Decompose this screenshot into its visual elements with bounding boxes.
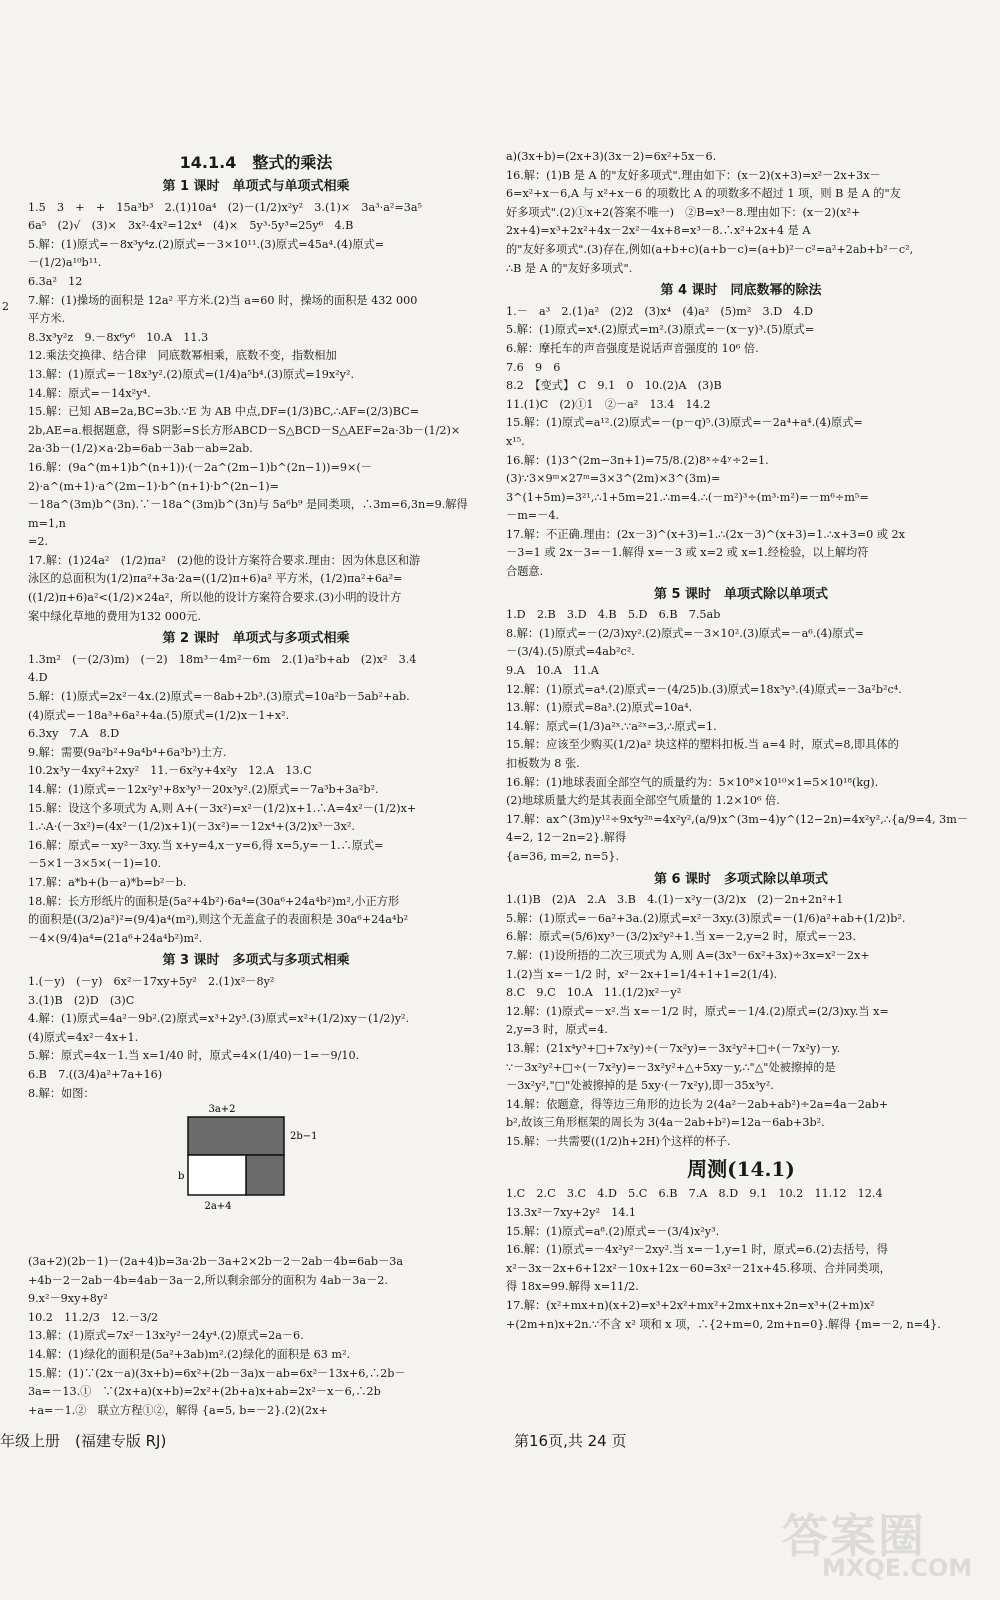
- answer-line: 9.x²－9xy+8y²: [28, 1292, 108, 1306]
- answer-line: 15.解：(1)原式=a⁸.(2)原式=－(3/4)x²y³.: [506, 1224, 720, 1238]
- answer-line: 5.解：(1)原式=－6a²+3a.(2)原式=x²－3xy.(3)原式=－(1/6)a²+ab+(1/2)b².: [506, 911, 906, 925]
- margin-mark: 2: [2, 300, 9, 313]
- lesson-heading: 第 1 课时 单项式与单项式相乘: [162, 179, 350, 194]
- answer-line: 16.解：原式=－xy²－3xy.当 x+y=4,x－y=6,得 x=5,y=－1.∴原式=: [28, 838, 384, 852]
- answer-line: 12.解：(1)原式=－x².当 x=－1/2 时，原式=－1/4.(2)原式=(2/3)xy.当 x=: [506, 1004, 889, 1018]
- answer-line: 17.解：ax^(3m)y¹²÷9x⁴y²ⁿ=4x²y²,(a/9)x^(3m−4)y^(12−2n)=4x²y²,∴{a/9=4, 3m－4=2, 12－2n=2}.解得: [506, 812, 969, 845]
- lesson-answers: [506, 303, 976, 582]
- answer-line: 1.(1)B (2)A 2.A 3.B 4.(1)－x²y－(3/2)x (2)－2n+2n²+1: [506, 893, 844, 907]
- answer-line: 13.解：(21x⁴y³+□+7x²y)÷(－7x²y)=－3x²y²+□÷(－7x²y)－y.: [506, 1041, 841, 1055]
- answer-line: 1.D 2.B 3.D 4.B 5.D 6.B 7.5ab: [506, 608, 721, 622]
- answer-line: =2.: [28, 535, 49, 549]
- diagram-bottom-label: 2a+4: [204, 1201, 232, 1213]
- answer-line: +(2m+n)x+2n.∵不含 x² 项和 x 项，∴{2+m=0, 2m+n=0}.解得 {m=－2, n=4}.: [506, 1317, 941, 1331]
- answer-line: －(3/4).(5)原式=4ab²c².: [506, 645, 635, 659]
- answer-line: 1.5 3 + + 15a³b³ 2.(1)10a⁴ (2)－(1/2)x²y² 3.(1)× 3a³·a²=3a⁵: [28, 200, 422, 214]
- shaded-top: [188, 1117, 284, 1155]
- answer-line: 1.C 2.C 3.C 4.D 5.C 6.B 7.A 8.D 9.1 10.2 11.12 12.4: [506, 1187, 883, 1201]
- answer-line: 14.解：原式=－14x²y⁴.: [28, 386, 151, 400]
- diagram-top-label: 3a+2: [208, 1104, 236, 1116]
- answer-line: 5.解：原式=4x－1.当 x=1/40 时，原式=4×(1/40)－1=－9/10.: [28, 1049, 360, 1063]
- answer-line: 平方米.: [28, 312, 66, 326]
- answer-line: 6.3xy 7.A 8.D: [28, 727, 120, 741]
- answer-line: (2)地球质量大约是其表面全部空气质量的 1.2×10⁶ 倍.: [506, 794, 780, 808]
- lesson-answers-continued: [28, 1253, 484, 1420]
- area-diagram: [28, 1103, 484, 1253]
- answer-line: x¹⁵.: [506, 434, 525, 448]
- answer-line: 2b,AE=a.根据题意，得 S阴影=S长方形ABCD－S△BCD－S△AEF=2a·3b－(1/2)×: [28, 423, 461, 437]
- answer-line: 的"友好多项式".(3)存在,例如(a+b+c)(a+b－c)=(a+b)²－c²=a²+2ab+b²－c²,: [506, 242, 914, 256]
- answer-line: 5.解：(1)原式=x⁴.(2)原式=m².(3)原式=－(x－y)³.(5)原式=: [506, 323, 815, 337]
- answer-line: 14.解：(1)绿化的面积是(5a²+3ab)m².(2)绿化的面积是 63 m².: [28, 1348, 351, 1362]
- lesson-answers: [506, 606, 976, 866]
- footer-grade: 年级上册 (福建专版 RJ): [0, 1432, 167, 1450]
- diagram-left-label: b: [178, 1171, 185, 1183]
- answer-line: 10.2x³y－4xy²+2xy² 11.－6x²y+4x²y 12.A 13.C: [28, 764, 312, 778]
- answer-line: 9.A 10.A 11.A: [506, 664, 599, 678]
- answer-line: 6=x²+x－6,A 与 x²+x－6 的项数比 A 的项数多不超过 1 项，则 B 是 A 的"友: [506, 187, 901, 201]
- answer-line: 8.解：(1)原式=－(2/3)xy².(2)原式=－3×10².(3)原式=－a⁶.(4)原式=: [506, 626, 864, 640]
- answer-line: 6a⁵ (2)√ (3)× 3x²·4x²=12x⁴ (4)× 5y³·5y³=25y⁶ 4.B: [28, 219, 354, 233]
- answer-line: －18a^(3m)b^(3n).∵－18a^(3m)b^(3n)与 5a⁶b⁹ 是同类项，∴3m=6,3n=9.解得 m=1,n: [28, 498, 468, 530]
- answer-line: 16.解：(9a^(m+1)b^(n+1))·(－2a^(2m−1)b^(2n−1))=9×(－2)·a^(m+1)·a^(2m−1)·b^(n+1)·b^(2n−1)=: [28, 460, 372, 493]
- answer-line: 15.解：设这个多项式为 A,则 A+(－3x²)=x²－(1/2)x+1.∴A=4x²－(1/2)x+: [28, 801, 417, 815]
- answer-line: 13.解：(1)原式=7x²－13x²y²－24y⁴.(2)原式=2a－6.: [28, 1329, 304, 1343]
- diagram-right-label: 2b−1: [290, 1131, 318, 1143]
- answer-line: 14.解：依题意，得等边三角形的边长为 2(4a²－2ab+ab²)÷2a=4a－2ab+: [506, 1097, 889, 1111]
- answer-line: －5×1－3×5×(－1)=10.: [28, 857, 162, 871]
- watermark-title: 答案圈: [782, 1509, 926, 1563]
- answer-line: 8.3x³y²z 9.－8x⁶y⁶ 10.A 11.3: [28, 330, 209, 344]
- area-diagram-figure: [28, 1103, 468, 1253]
- answer-line: －3x²y²,"□"处被擦掉的是 5xy·(－7x²y),即－35x³y².: [506, 1079, 774, 1093]
- answer-line: 3^(1+5m)=3²¹,∴1+5m=21.∴m=4.∴(－m²)³÷(m³·m²)=－m⁶÷m⁵=: [506, 490, 869, 504]
- section-title: 14.1.4 整式的乘法: [179, 153, 333, 172]
- answer-line: {a=36, m=2, n=5}.: [506, 849, 620, 863]
- lesson-answers: [28, 973, 484, 1103]
- answer-line: 4.D: [28, 671, 48, 685]
- continued-answers: [506, 148, 976, 278]
- lesson-answers: [28, 199, 484, 627]
- answer-line: 17.解：不正确.理由：(2x－3)^(x+3)=1.∴(2x－3)^(x+3)=1.∴x+3=0 或 2x: [506, 527, 905, 541]
- answer-line: 好多项式".(2)①x+2(答案不唯一) ②B=x³－8.理由如下：(x－2)(x²+: [506, 205, 861, 219]
- answer-line: －3=1 或 2x－3=－1.解得 x=－3 或 x=2 或 x=1.经检验，以上解均符: [506, 546, 869, 560]
- answer-line: +a=－1.② 联立方程①②，解得 {a=5, b=－2}.(2)(2x+: [28, 1403, 328, 1417]
- answer-line: 案中绿化草地的费用为132 000元.: [28, 609, 201, 623]
- watermark-url: MXQE.COM: [822, 1554, 973, 1582]
- watermark-logo: [782, 1500, 972, 1590]
- answer-line: x²－3x－2x+6+12x²－10x+12x－60=3x²－21x+45.移项、合并同类项，: [506, 1261, 891, 1275]
- answer-line: －4×(9/4)a⁴=(21a⁶+24a⁴b²)m².: [28, 931, 203, 945]
- answer-line: 12.乘法交换律、结合律 同底数幂相乘，底数不变，指数相加: [28, 349, 337, 363]
- answer-line: 泳区的总面积为(1/2)πa²+3a·2a=((1/2)π+6)a² 平方米，(1/2)πa²+6a²=: [28, 572, 403, 586]
- answer-line: 3.(1)B (2)D (3)C: [28, 993, 135, 1007]
- answer-line: 15.解：应该至少购买(1/2)a² 块这样的塑料扣板.当 a=4 时，原式=8,即具体的: [506, 738, 899, 752]
- weekly-test-answers: [506, 1185, 976, 1334]
- answer-line: 12.解：(1)原式=a⁴.(2)原式=－(4/25)b.(3)原式=18x³y³.(4)原式=－3a²b²c⁴.: [506, 682, 902, 696]
- answer-line: 2a·3b－(1/2)×a·2b=6ab－3ab－ab=2ab.: [28, 442, 253, 456]
- page-number: 第16页,共 24 页: [514, 1432, 627, 1450]
- answer-line: 6.3a² 12: [28, 274, 83, 288]
- answer-line: 4.解：(1)原式=4a²－9b².(2)原式=x³+2y³.(3)原式=x²+(1/2)xy－(1/2)y².: [28, 1012, 410, 1026]
- answer-line: －m=－4.: [506, 509, 560, 523]
- left-column: [28, 148, 484, 1420]
- lesson-heading: 第 4 课时 同底数幂的除法: [660, 283, 822, 299]
- answer-line: 16.解：(1)3^(2m−3n+1)=75/8.(2)8ˣ÷4ʸ÷2=1.(3)∵3×9ᵐ×27ᵐ=3×3^(2m)×3^(3m)=: [506, 453, 769, 486]
- answer-line: 18.解：长方形纸片的面积是(5a²+4b²)·6a⁴=(30a⁶+24a⁴b²)m²,小正方形: [28, 894, 400, 908]
- lesson-heading: 第 6 课时 多项式除以单项式: [653, 871, 829, 887]
- answer-line: 13.3x²－7xy+2y² 14.1: [506, 1206, 637, 1220]
- answer-line: 5.解：(1)原式=－8x³y⁴z.(2)原式=－3×10¹¹.(3)原式=45a⁴.(4)原式=: [28, 237, 385, 251]
- lesson-heading: 第 5 课时 单项式除以单项式: [653, 586, 829, 602]
- answer-line: 14.解：原式=(1/3)a²ˣ.∵a²ˣ=3,∴原式=1.: [506, 719, 717, 733]
- answer-line: 15.解：(1)原式=a¹².(2)原式=－(p－q)⁵.(3)原式=－2a⁴+a⁴.(4)原式=: [506, 416, 863, 430]
- lesson-heading: 第 3 课时 多项式与多项式相乘: [162, 953, 350, 969]
- answer-line: 17.解：(1)24a² (1/2)πa² (2)他的设计方案符合要求.理由：因为休息区和游: [28, 553, 421, 567]
- answer-line: 7.解：(1)操场的面积是 12a² 平方米.(2)当 a=60 时，操场的面积是 432 000: [28, 293, 418, 307]
- answer-line: 的面积是((3/2)a²)²=(9/4)a⁴(m²),则这个无盖盒子的表面积是 30a⁶+24a⁴b²: [28, 913, 409, 927]
- lesson-answers: [28, 651, 484, 949]
- answer-line: 合题意.: [506, 565, 544, 579]
- answer-line: 5.解：(1)原式=2x²－4x.(2)原式=－8ab+2b³.(3)原式=10a²b－5ab²+ab.: [28, 690, 410, 704]
- answer-line: 9.解：需要(9a²b²+9a⁴b⁴+6a³b³)土方.: [28, 745, 227, 759]
- shaded-right: [246, 1155, 284, 1195]
- answer-line: 1.∴A·(－3x²)=(4x²－(1/2)x+1)(－3x²)=－12x⁴+(3/2)x³－3x².: [28, 820, 355, 834]
- answer-line: 6.B 7.((3/4)a²+7a+16): [28, 1067, 163, 1081]
- answer-line: 16.解：(1)地球表面全部空气的质量约为：5×10⁸×10¹⁰×1=5×10¹⁸(kg).: [506, 775, 879, 789]
- weekly-test-title: 周测(14.1): [687, 1157, 795, 1182]
- answer-line: 15.解：一共需要((1/2)h+2H)个这样的杯子.: [506, 1134, 731, 1148]
- answer-line: －(1/2)a¹⁰b¹¹.: [28, 256, 102, 270]
- answer-line: 10.2 11.2/3 12.－3/2: [28, 1310, 159, 1324]
- answer-line: a)(3x+b)=(2x+3)(3x－2)=6x²+5x－6.: [506, 150, 717, 163]
- answer-line: 16.解：(1)原式=－4x²y²－2xy².当 x=－1,y=1 时，原式=6.(2)去括号，得: [506, 1243, 888, 1257]
- lesson-answers: [506, 891, 976, 1151]
- lesson-heading: 第 2 课时 单项式与多项式相乘: [162, 631, 350, 647]
- answer-line: 17.解：(x²+mx+n)(x+2)=x³+2x²+mx²+2mx+nx+2n=x³+(2+m)x²: [506, 1299, 875, 1313]
- answer-line: 11.(1)C (2)①1 ②－a² 13.4 14.2: [506, 397, 711, 411]
- answer-line: 15.解：已知 AB=2a,BC=3b.∵E 为 AB 中点,DF=(1/3)BC,∴AF=(2/3)BC=: [28, 405, 420, 419]
- unshaded-rect: [188, 1155, 246, 1195]
- right-column: [506, 148, 976, 1334]
- answer-line: 17.解：a*b+(b－a)*b=b²－b.: [28, 875, 187, 889]
- answer-line: +4b－2－2ab－4b=4ab－3a－2,所以剩余部分的面积为 4ab－3a－2.: [28, 1273, 388, 1287]
- answer-line: 7.解：(1)设所捂的二次三项式为 A,则 A=(3x³－6x²+3x)÷3x=x²－2x+: [506, 948, 870, 962]
- answer-line: (3a+2)(2b－1)－(2a+4)b=3a·2b－3a+2×2b－2－2ab－4b=6ab－3a: [28, 1255, 404, 1269]
- answer-line: 16.解：(1)B 是 A 的"友好多项式".理由如下：(x－2)(x+3)=x²－2x+3x－: [506, 168, 881, 182]
- answer-line: 8.解：如图：: [28, 1086, 95, 1100]
- answer-line: 得 18x=99.解得 x=11/2.: [506, 1280, 639, 1294]
- answer-line: (4)原式=4x²－4x+1.: [28, 1030, 139, 1044]
- answer-line: 2x+4)=x³+2x²+4x－2x²－4x+8=x³－8.∴x²+2x+4 是 A: [506, 224, 811, 238]
- answer-line: 13.解：(1)原式=－18x³y².(2)原式=(1/4)a⁵b⁴.(3)原式=19x²y².: [28, 367, 355, 381]
- answer-line: 1.3m² (－(2/3)m) (－2) 18m³－4m²－6m 2.(1)a²b+ab (2)x² 3.4: [28, 652, 417, 666]
- answer-line: ((1/2)π+6)a²<(1/2)×24a²，所以他的设计方案符合要求.(3)小明的设计方: [28, 591, 402, 605]
- answer-line: 1.－ a³ 2.(1)a² (2)2 (3)x⁴ (4)a² (5)m² 3.D 4.D: [506, 304, 814, 318]
- answer-line: 13.解：(1)原式=8a³.(2)原式=10a⁴.: [506, 701, 693, 715]
- answer-line: ∵－3x²y²+□÷(－7x²y)=－3x²y²+△+5xy－y,∴"△"处被擦掉的是: [506, 1060, 836, 1074]
- answer-line: 15.解：(1)∵(2x－a)(3x+b)=6x²+(2b－3a)x－ab=6x²－13x+6,∴2b－: [28, 1366, 406, 1380]
- answer-line: 2,y=3 时，原式=4.: [506, 1023, 608, 1037]
- answer-line: 8.C 9.C 10.A 11.(1/2)x²－y²: [506, 986, 682, 1000]
- answer-line: 1.(－y) (－y) 6x²－17xy+5y² 2.(1)x²－8y²: [28, 974, 275, 988]
- answer-line: b²,故该三角形框架的周长为 3(4a－2ab+b²)=12a－6ab+3b².: [506, 1116, 825, 1130]
- answer-line: 7.6 9 6: [506, 360, 561, 374]
- answer-line: (4)原式=－18a³+6a²+4a.(5)原式=(1/2)x－1+x².: [28, 708, 290, 722]
- answer-line: 8.2 【变式】 C 9.1 0 10.(2)A (3)B: [506, 379, 722, 393]
- answer-line: 14.解：(1)原式=－12x²y³+8x³y³－20x³y².(2)原式=－7a³b+3a²b².: [28, 783, 379, 796]
- answer-line: 1.(2)当 x=－1/2 时，x²－2x+1=1/4+1+1=2(1/4).: [506, 967, 778, 981]
- answer-line: 6.解：原式=(5/6)xy³－(3/2)x²y²+1.当 x=－2,y=2 时，原式=－23.: [506, 930, 856, 944]
- answer-line: 扣板数为 8 张.: [506, 757, 580, 770]
- answer-line: ∴B 是 A 的"友好多项式".: [506, 261, 633, 275]
- answer-line: 3a=－13.① ∵(2x+a)(x+b)=2x²+(2b+a)x+ab=2x²－x－6,∴2b: [28, 1385, 381, 1399]
- answer-line: 6.解：摩托车的声音强度是说话声音强度的 10⁶ 倍.: [506, 341, 759, 355]
